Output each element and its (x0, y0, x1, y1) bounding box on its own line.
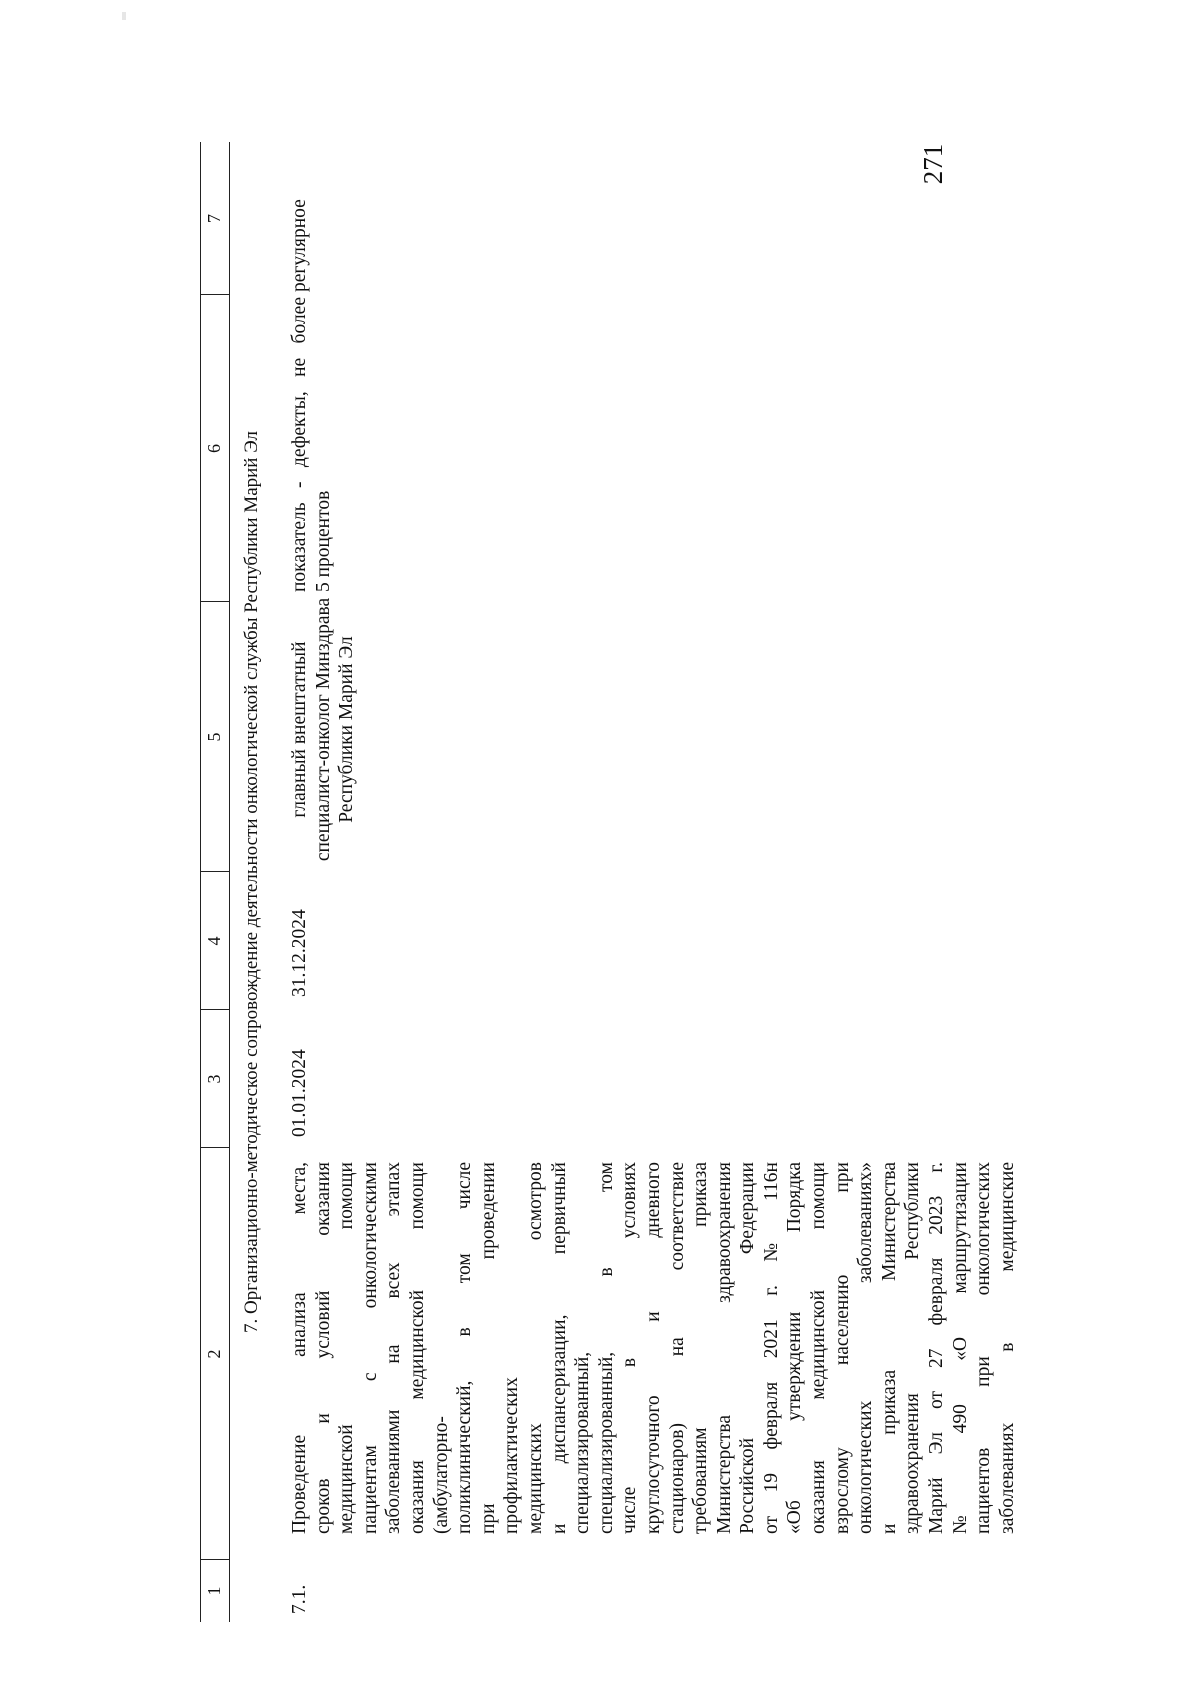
header-col-7: 7 (204, 214, 224, 223)
description-line: медицинской помощи (336, 1162, 358, 1534)
description-line: Российской Федерации (737, 1162, 759, 1534)
description-line: от 19 февраля 2021 г. № 116н (760, 1162, 782, 1534)
description-line: медицинских осмотров (524, 1162, 546, 1534)
description-line: онкологических заболеваниях» (855, 1162, 877, 1534)
description-line: заболеваниями на всех этапах (383, 1162, 405, 1534)
rotated-table (200, 142, 1080, 1622)
frequency: регулярное (289, 199, 310, 292)
description-line: «Об утверждении Порядка (784, 1162, 806, 1534)
description-line: Министерства здравоохранения (713, 1162, 735, 1534)
description-line: круглосуточного и дневного (642, 1162, 664, 1534)
table-header-row (200, 142, 230, 1622)
description-line: оказания медицинской помощи (808, 1162, 830, 1534)
header-col-3: 3 (204, 1074, 224, 1084)
header-col-5: 5 (204, 732, 224, 742)
description-line: взрослому населению при (831, 1162, 853, 1534)
header-col-4: 4 (204, 936, 224, 946)
description-line: и диспансеризации, первичный (548, 1162, 570, 1534)
header-col-2: 2 (204, 1349, 224, 1359)
header-col-1: 1 (204, 1586, 224, 1596)
row-description (288, 1162, 1019, 1534)
description-line: поликлинический, в том числе (454, 1162, 476, 1534)
description-line: Марий Эл от 27 февраля 2023 г. (926, 1162, 948, 1534)
description-line: профилактических (501, 1377, 523, 1534)
description-line: (амбулаторно- (430, 1416, 452, 1534)
indicator-line: 5 процентов (312, 490, 334, 592)
description-line: и приказа Министерства (878, 1162, 900, 1534)
description-line: требованиям приказа (690, 1162, 712, 1534)
description-line: здравоохранения Республики (902, 1162, 924, 1534)
start-date: 01.01.2024 (289, 1049, 310, 1137)
description-line: стационаров) на соответствие (666, 1162, 688, 1534)
row-number: 7.1. (289, 1584, 310, 1614)
description-line: числе в условиях (619, 1162, 641, 1534)
description-line: оказания медицинской помощи (406, 1162, 428, 1534)
description-line: пациентов при онкологических (973, 1162, 995, 1534)
header-col-6: 6 (204, 444, 224, 453)
end-date: 31.12.2024 (289, 909, 310, 997)
description-line: Проведение анализа места, (289, 1162, 310, 1534)
description-line: при проведении (477, 1162, 499, 1534)
responsible-person: главный внештатный специалист-онколог Минздрава Республики Марий Эл (289, 597, 358, 862)
indicator-line: показатель - дефекты, не более (289, 297, 310, 592)
description-line: специализированный, (572, 1351, 594, 1534)
description-line: специализированный, в том (595, 1162, 617, 1534)
description-line: сроков и условий оказания (312, 1162, 334, 1534)
page-number: 271 (918, 143, 948, 185)
description-line: заболеваниях в медицинские (996, 1162, 1018, 1534)
scan-artifact (122, 12, 126, 20)
description-line: № 490 «О маршрутизации (949, 1162, 971, 1534)
row-indicator (288, 297, 335, 592)
description-line: пациентам с онкологическими (359, 1162, 381, 1534)
section-title: 7. Организационно-методическое сопровождение деятельности онкологической службы Республики Марий Эл (241, 431, 262, 1334)
